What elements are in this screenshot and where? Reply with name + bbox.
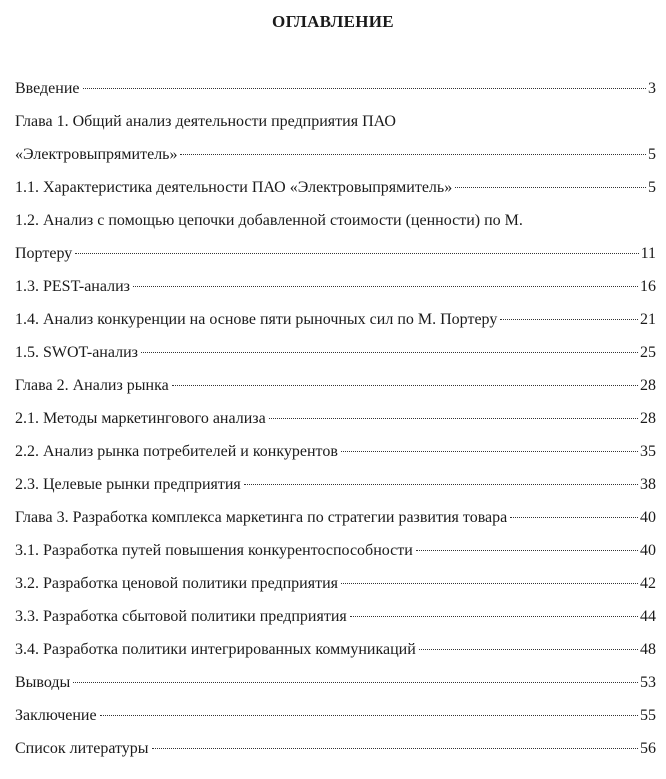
dot-leader [75, 252, 638, 254]
toc-entry-continuation[interactable] [15, 241, 656, 274]
toc-entry[interactable] [15, 670, 656, 703]
dot-leader [83, 87, 647, 89]
toc-entry[interactable] [15, 175, 656, 208]
toc-entry-page: 44 [640, 608, 656, 625]
toc-entry-title: Выводы [15, 674, 71, 691]
toc-entry-title-continuation: «Электровыпрямитель» [15, 146, 178, 163]
toc-entry-page: 16 [640, 278, 656, 295]
dot-leader [341, 582, 638, 584]
dot-leader [419, 648, 638, 650]
dot-leader [133, 285, 638, 287]
toc-entry-title: Введение [15, 80, 80, 97]
toc-entry[interactable] [15, 571, 656, 604]
toc-entry-page: 28 [640, 377, 656, 394]
dot-leader [455, 186, 646, 188]
toc-entry-title: Заключение [15, 707, 97, 724]
page-title: ОГЛАВЛЕНИЕ [272, 12, 394, 31]
toc-entry-continuation[interactable] [15, 142, 656, 175]
toc-entry-title: 2.1. Методы маркетингового анализа [15, 410, 266, 427]
toc-entry-page: 55 [640, 707, 656, 724]
toc-entry[interactable] [15, 538, 656, 571]
toc-entry-page: 48 [640, 641, 656, 658]
toc-entry[interactable] [15, 208, 656, 241]
toc-entry-page: 56 [640, 740, 656, 757]
toc-entry[interactable] [15, 703, 656, 736]
table-of-contents [15, 76, 656, 769]
toc-entry-page: 21 [640, 311, 656, 328]
dot-leader [341, 450, 638, 452]
dot-leader [500, 318, 638, 320]
toc-entry[interactable] [15, 76, 656, 109]
toc-entry-page: 53 [640, 674, 656, 691]
dot-leader [510, 516, 638, 518]
toc-entry-page: 5 [648, 146, 656, 163]
toc-entry-title: 3.3. Разработка сбытовой политики предприятия [15, 608, 347, 625]
dot-leader [141, 351, 638, 353]
dot-leader [244, 483, 638, 485]
toc-entry-title-continuation: Портеру [15, 245, 73, 262]
toc-entry-page: 40 [640, 542, 656, 559]
toc-entry-page: 38 [640, 476, 656, 493]
toc-entry[interactable] [15, 604, 656, 637]
toc-entry[interactable] [15, 406, 656, 439]
toc-entry-page: 42 [640, 575, 656, 592]
dot-leader [269, 417, 638, 419]
dot-leader [152, 747, 638, 749]
toc-entry-page: 28 [640, 410, 656, 427]
toc-entry-title: Глава 2. Анализ рынка [15, 377, 169, 394]
toc-entry-title: 3.4. Разработка политики интегрированных коммуникаций [15, 641, 416, 658]
toc-entry[interactable] [15, 109, 656, 142]
toc-entry[interactable] [15, 736, 656, 769]
toc-entry[interactable] [15, 307, 656, 340]
dot-leader [172, 384, 638, 386]
toc-entry-title: 1.3. PEST-анализ [15, 278, 130, 295]
toc-entry-title: 1.5. SWOT-анализ [15, 344, 138, 361]
toc-entry-page: 25 [640, 344, 656, 361]
toc-entry-page: 5 [648, 179, 656, 196]
toc-entry[interactable] [15, 637, 656, 670]
toc-entry-page: 3 [648, 80, 656, 97]
toc-entry-title: 1.4. Анализ конкуренции на основе пяти рыночных сил по М. Портеру [15, 311, 498, 328]
dot-leader [350, 615, 638, 617]
toc-entry-title: 1.1. Характеристика деятельности ПАО «Электровыпрямитель» [15, 179, 453, 196]
dot-leader [416, 549, 638, 551]
toc-entry-title: Глава 3. Разработка комплекса маркетинга по стратегии развития товара [15, 509, 508, 526]
toc-entry-title: 3.2. Разработка ценовой политики предприятия [15, 575, 338, 592]
toc-entry-title: 2.2. Анализ рынка потребителей и конкурентов [15, 443, 338, 460]
toc-entry-page: 40 [640, 509, 656, 526]
dot-leader [180, 153, 646, 155]
toc-entry-title: 1.2. Анализ с помощью цепочки добавленной стоимости (ценности) по М. [15, 212, 523, 229]
toc-entry-page: 35 [640, 443, 656, 460]
toc-entry[interactable] [15, 373, 656, 406]
toc-entry[interactable] [15, 274, 656, 307]
dot-leader [100, 714, 638, 716]
toc-entry[interactable] [15, 340, 656, 373]
toc-entry[interactable] [15, 439, 656, 472]
dot-leader [73, 681, 638, 683]
toc-entry-title: Глава 1. Общий анализ деятельности предприятия ПАО [15, 113, 396, 130]
toc-entry-title: 2.3. Целевые рынки предприятия [15, 476, 241, 493]
toc-entry[interactable] [15, 505, 656, 538]
toc-entry-title: 3.1. Разработка путей повышения конкурентоспособности [15, 542, 413, 559]
toc-entry-page: 11 [640, 245, 656, 262]
toc-entry[interactable] [15, 472, 656, 505]
toc-entry-title: Список литературы [15, 740, 149, 757]
